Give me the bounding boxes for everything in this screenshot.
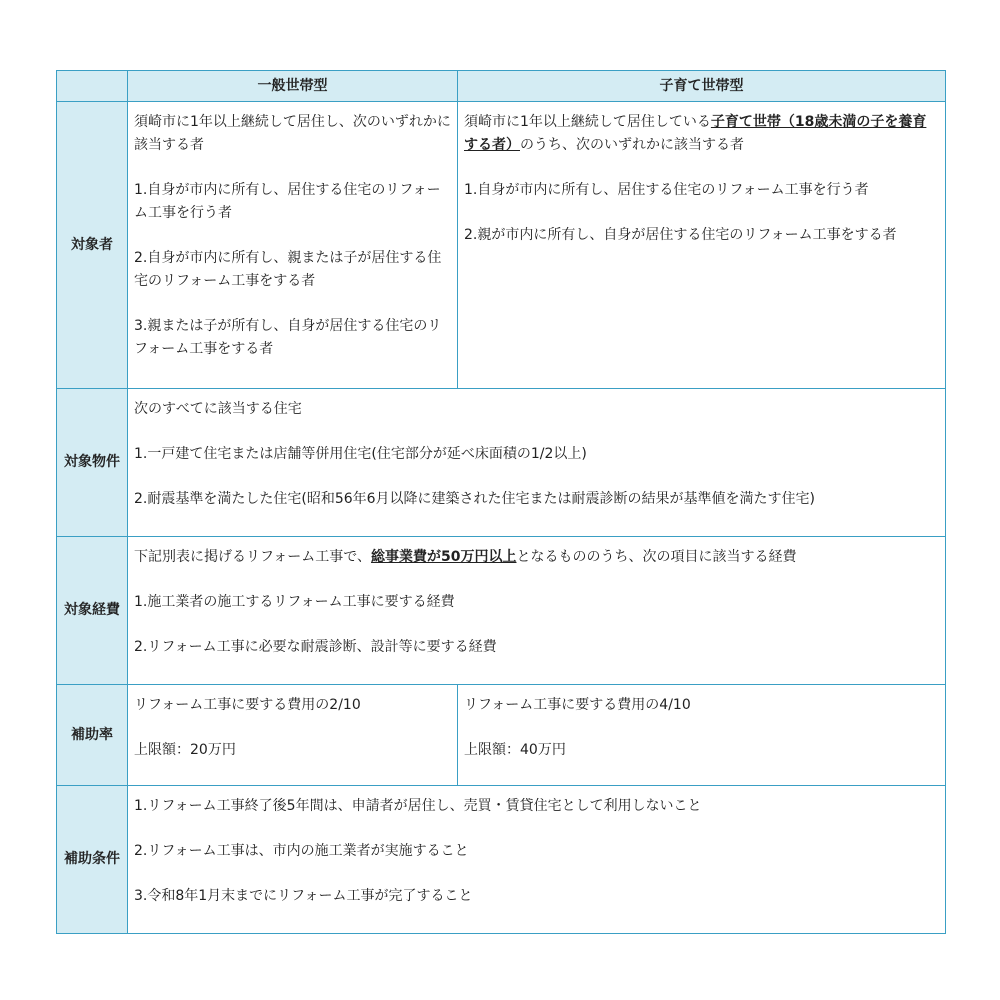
target-property-item: 2.耐震基準を満たした住宅(昭和56年6月以降に建築された住宅または耐震診断の結果が基準値を満たす住宅) xyxy=(134,491,816,507)
target-cost-intro xyxy=(134,546,939,569)
cell-conditions xyxy=(128,786,946,934)
row-label-target-cost: 対象経費 xyxy=(57,537,128,685)
intro-text: 須崎市に1年以上継続して居住している xyxy=(464,114,711,130)
target-property-item: 1.一戸建て住宅または店舗等併用住宅(住宅部分が延べ床面積の1/2以上) xyxy=(134,446,587,462)
target-person-general-item: 1.自身が市内に所有し、居住する住宅のリフォーム工事を行う者 xyxy=(134,182,441,221)
row-subsidy-rate xyxy=(57,685,946,786)
condition-item: 3.令和8年1月末までにリフォーム工事が完了すること xyxy=(134,888,473,904)
corner-cell xyxy=(57,71,128,102)
cell-target-property xyxy=(128,389,946,537)
target-person-general-item: 3.親または子が所有し、自身が居住する住宅のリフォーム工事をする者 xyxy=(134,318,442,357)
subsidy-cap-general: 上限額：20万円 xyxy=(134,742,236,758)
target-property-intro: 次のすべてに該当する住宅 xyxy=(134,401,302,417)
target-cost-item: 2.リフォーム工事に必要な耐震診断、設計等に要する経費 xyxy=(134,639,497,655)
condition-item: 2.リフォーム工事は、市内の施工業者が実施すること xyxy=(134,843,469,859)
subsidy-table xyxy=(56,70,946,934)
target-person-child-item: 1.自身が市内に所有し、居住する住宅のリフォーム工事を行う者 xyxy=(464,182,869,198)
cell-target-person-child xyxy=(458,102,946,389)
header-row xyxy=(57,71,946,102)
subsidy-cap-child: 上限額：40万円 xyxy=(464,742,566,758)
header-child: 子育て世帯型 xyxy=(458,71,946,102)
row-label-target-property: 対象物件 xyxy=(57,389,128,537)
row-label-target-person: 対象者 xyxy=(57,102,128,389)
intro-text: のうち、次のいずれかに該当する者 xyxy=(520,137,744,153)
child-household-emphasis: 子育て世帯（18歳未満の子を養育する者） xyxy=(464,114,927,153)
row-target-person xyxy=(57,102,946,389)
row-label-conditions: 補助条件 xyxy=(57,786,128,934)
cell-target-person-general xyxy=(128,102,458,389)
row-target-property xyxy=(57,389,946,537)
row-target-cost xyxy=(57,537,946,685)
cell-subsidy-rate-general xyxy=(128,685,458,786)
cell-subsidy-rate-child xyxy=(458,685,946,786)
target-cost-item: 1.施工業者の施工するリフォーム工事に要する経費 xyxy=(134,594,455,610)
intro-text: 下記別表に掲げるリフォーム工事で、 xyxy=(134,549,372,565)
target-person-general-intro: 須崎市に1年以上継続して居住し、次のいずれかに該当する者 xyxy=(134,114,451,153)
cell-target-cost xyxy=(128,537,946,685)
condition-item: 1.リフォーム工事終了後5年間は、申請者が居住し、売買・賃貸住宅として利用しないこと xyxy=(134,798,702,814)
header-general: 一般世帯型 xyxy=(128,71,458,102)
total-cost-emphasis: 総事業費が50万円以上 xyxy=(371,549,517,565)
target-person-child-intro xyxy=(464,111,939,157)
target-person-general-item: 2.自身が市内に所有し、親または子が居住する住宅のリフォーム工事をする者 xyxy=(134,250,442,289)
intro-text: となるもののうち、次の項目に該当する経費 xyxy=(516,549,797,565)
target-person-child-item: 2.親が市内に所有し、自身が居住する住宅のリフォーム工事をする者 xyxy=(464,227,897,243)
subsidy-rate-general: リフォーム工事に要する費用の2/10 xyxy=(134,697,361,713)
row-conditions xyxy=(57,786,946,934)
subsidy-rate-child: リフォーム工事に要する費用の4/10 xyxy=(464,697,691,713)
row-label-subsidy-rate: 補助率 xyxy=(57,685,128,786)
